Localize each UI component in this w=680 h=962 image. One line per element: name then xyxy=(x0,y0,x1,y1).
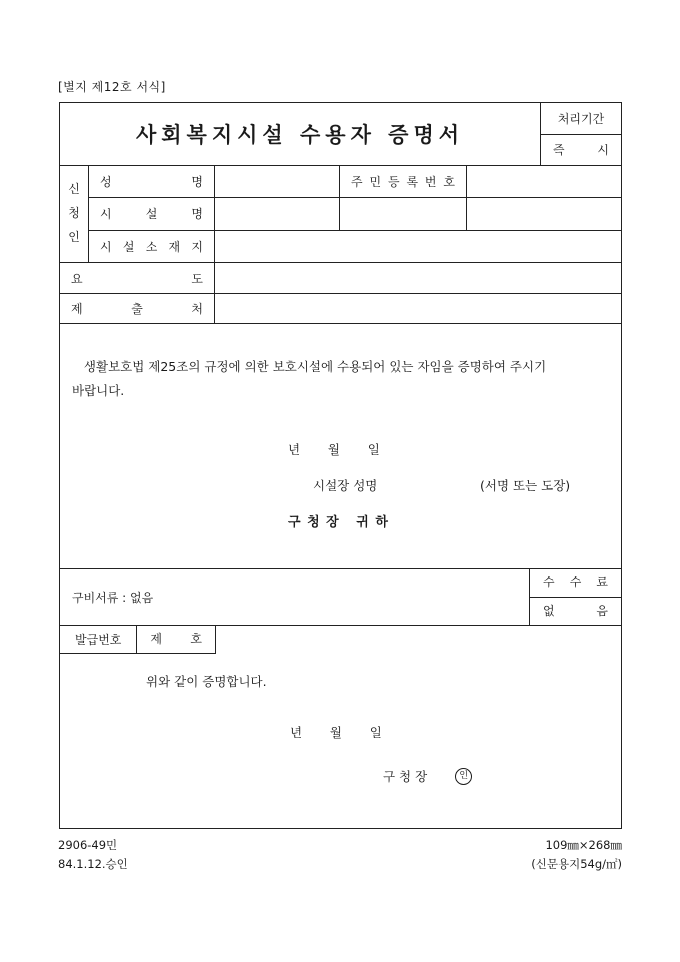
seal-char: 인 xyxy=(459,770,469,781)
paper-spec: (신문용지54g/㎡) xyxy=(531,857,622,871)
facility-address-row xyxy=(89,231,621,262)
form-title: 사회복지시설 수용자 증명서 xyxy=(60,103,541,165)
official-title: 구 청 장 xyxy=(383,769,428,784)
required-documents-row xyxy=(60,569,621,626)
empty-cell xyxy=(467,198,621,229)
facility-name-input-cell xyxy=(215,198,340,229)
certify-statement: 위와 같이 증명합니다. xyxy=(146,674,267,689)
facility-address-input-cell xyxy=(215,231,621,262)
approval-date: 84.1.12.승인 xyxy=(58,857,128,871)
applicant-char: 신 xyxy=(68,182,80,196)
issue-number-value: 제 호 xyxy=(150,632,202,646)
form-table xyxy=(59,102,622,829)
applicant-section xyxy=(60,166,621,263)
request-statement-section xyxy=(60,324,621,569)
processing-time-label: 처리기간 xyxy=(541,103,621,135)
signature-note: (서명 또는 도장) xyxy=(480,478,571,493)
fee-box xyxy=(529,569,621,625)
name-label: 성 명 xyxy=(89,166,215,197)
submit-to-label: 제 출 처 xyxy=(60,294,215,323)
purpose-row xyxy=(60,263,621,294)
facility-address-label: 시 설 소 재 지 xyxy=(89,231,215,262)
page-footer xyxy=(58,836,622,874)
resident-no-label: 주 민 등 록 번 호 xyxy=(340,166,467,197)
processing-time-value: 즉 시 xyxy=(553,142,609,157)
processing-time-box xyxy=(541,103,621,165)
addressee-label: 구 청 장 귀 하 xyxy=(288,515,389,530)
footer-left xyxy=(58,836,128,874)
title-row xyxy=(60,103,621,166)
form-number: 2906-49민 xyxy=(58,838,118,852)
name-input-cell xyxy=(215,166,340,197)
submit-to-row xyxy=(60,294,621,324)
resident-no-input-cell xyxy=(467,166,621,197)
footer-right xyxy=(531,836,622,874)
facility-name-row xyxy=(89,198,621,230)
paper-size: 109㎜×268㎜ xyxy=(545,838,622,852)
purpose-input-cell xyxy=(215,263,621,293)
statement-line-1: 생활보호법 제25조의 규정에 의한 보호시설에 수용되어 있는 자임을 증명하여 주시기 xyxy=(72,359,547,374)
applicant-group-label xyxy=(60,166,89,262)
date-line: 년 월 일 xyxy=(288,442,380,457)
applicant-rows xyxy=(89,166,621,262)
certify-date-line: 년 월 일 xyxy=(290,725,382,740)
required-documents-label: 구비서류 : 없음 xyxy=(72,590,154,605)
issue-number-label: 발급번호 xyxy=(60,626,137,653)
purpose-label: 요 도 xyxy=(60,263,215,293)
form-annotation: [별지 제12호 서식] xyxy=(58,80,166,94)
seal-icon xyxy=(455,768,472,785)
facility-name-label: 시 설 명 xyxy=(89,198,215,229)
applicant-char: 청 xyxy=(68,206,80,220)
fee-label: 수 수 료 xyxy=(530,569,621,598)
statement-line-2: 바랍니다. xyxy=(72,383,125,398)
certify-official-row xyxy=(383,767,472,785)
applicant-char: 인 xyxy=(68,230,80,244)
certification-section xyxy=(60,626,621,828)
fee-value: 없 음 xyxy=(543,603,608,618)
signer-label: 시설장 성명 xyxy=(313,478,378,493)
empty-cell xyxy=(340,198,467,229)
issue-number-box xyxy=(60,626,216,654)
submit-to-input-cell xyxy=(215,294,621,323)
name-row xyxy=(89,166,621,198)
